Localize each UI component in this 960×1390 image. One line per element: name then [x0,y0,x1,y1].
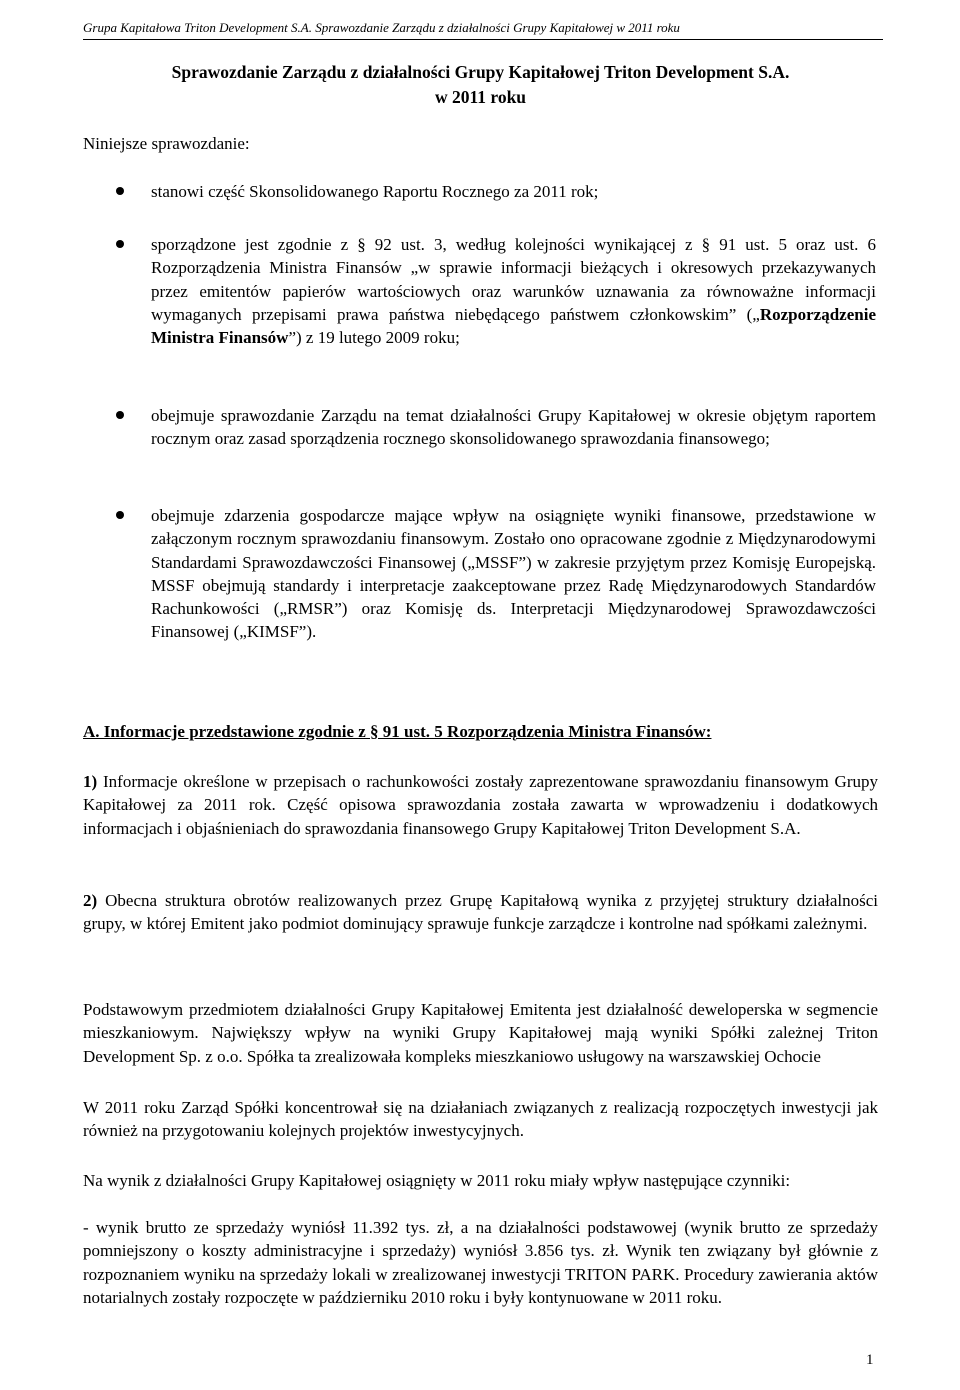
bullet-item-1: stanowi część Skonsolidowanego Raportu Rocznego za 2011 rok; [151,182,599,201]
paragraph-1-number: 1) [83,772,98,791]
paragraph-3: Podstawowym przedmiotem działalności Grupy Kapitałowej Emitenta jest działalność deweloperska w segmencie mieszkaniowym. Największy wpływ na wyniki Grupy Kapitałowej mają wyniki Spółki zależnej Triton Development Sp. z o.o. Spółka ta zrealizowała kompleks mieszkaniowo usługowy na warszawskiej Ochocie [83,1000,878,1066]
paragraph-2 [83,889,878,936]
document-title-year: w 2011 roku [434,87,527,107]
paragraph-1 [83,770,878,840]
document-title: Sprawozdanie Zarządu z działalności Grupy Kapitałowej Triton Development S.A. [171,62,790,82]
paragraph-4: W 2011 roku Zarząd Spółki koncentrował się na działaniach związanych z realizacją rozpoczętych inwestycji jak również na przygotowaniu kolejnych projektów inwestycyjnych. [83,1098,878,1141]
bullet-icon [116,411,124,419]
bullet-2-text-end: ”) z 19 lutego 2009 roku; [288,328,460,348]
paragraph-2-number: 2) [83,891,98,910]
bullet-item-2 [151,233,876,349]
paragraph-1-text: Informacje określone w przepisach o rachunkowości zostały zaprezentowane sprawozdaniu finansowym Grupy Kapitałowej za 2011 rok. Część opisowa sprawozdania została zawarta w wprowadzeniu i dodatkowych informacjach i objaśnieniach do sprawozdania finansowego Grupy Kapitałowej Triton Development S.A. [83,772,878,838]
bullet-2-defined-term: Rozporządzenie Ministra Finansów [151,304,876,348]
section-a-heading: A. Informacje przedstawione zgodnie z § 91 ust. 5 Rozporządzenia Ministra Finansów: [83,722,712,741]
running-header: Grupa Kapitałowa Triton Development S.A. Sprawozdanie Zarządu z działalności Grupy Kapitałowej w 2011 roku [83,20,883,40]
bullet-item-4: obejmuje zdarzenia gospodarcze mające wpływ na osiągnięte wyniki finansowe, przedstawione w załączonym rocznym sprawozdaniu finansowym. Zostało ono opracowane zgodnie z Międzynarodowymi Standardami Sprawozdawczości Finansowej („MSSF”) w zakresie przyjętym przez Komisję Europejską. MSSF obejmują standardy i interpretacje zaakceptowane przez Radę Międzynarodowych Standardów Rachunkowości („RMSR”) oraz Komisję ds. Interpretacji Międzynarodowej Sprawozdawczości Finansowej („KIMSF”). [151,506,876,642]
bullet-icon [116,511,124,519]
bullet-icon [116,187,124,195]
bullet-item-3: obejmuje sprawozdanie Zarządu na temat działalności Grupy Kapitałowej w okresie objętym raportem rocznym oraz zasad sporządzenia rocznego skonsolidowanego sprawozdania finansowego; [151,406,876,449]
page-number: 1 [866,1352,874,1368]
intro-text: Niniejsze sprawozdanie: [83,134,250,153]
paragraph-2-text: Obecna struktura obrotów realizowanych przez Grupę Kapitałową wynika z przyjętej struktury działalności grupy, w której Emitent jako podmiot dominujący sprawuje funkcje zarządcze i kontrolne nad spółkami zależnymi. [83,891,878,934]
paragraph-5: Na wynik z działalności Grupy Kapitałowej osiągnięty w 2011 roku miały wpływ następujące czynniki: [83,1171,791,1190]
bullet-icon [116,240,124,248]
paragraph-6: - wynik brutto ze sprzedaży wyniósł 11.392 tys. zł, a na działalności podstawowej (wynik brutto ze sprzedaży pomniejszony o koszty administracyjne i sprzedaży) wyniósł 3.856 tys. zł. Wynik ten związany był głównie z rozpoznaniem wyniku na sprzedaży lokali w zrealizowanej inwestycji TRITON PARK. Procedury zawierania aktów notarialnych zostały rozpoczęte w październiku 2010 roku i były kontynuowane w 2011 roku. [83,1218,878,1307]
bullet-2-text: sporządzone jest zgodnie z § 92 ust. 3, według kolejności wynikającej z § 91 ust. 5 oraz ust. 6 Rozporządzenia Ministra Finansów „w sprawie informacji bieżących i okresowych przekazywanych przez emitentów papierów wartościowych oraz warunków uznawania za równoważne informacji wymaganych przepisami prawa państwa niebędącego państwem członkowskim” („ [151,235,876,324]
